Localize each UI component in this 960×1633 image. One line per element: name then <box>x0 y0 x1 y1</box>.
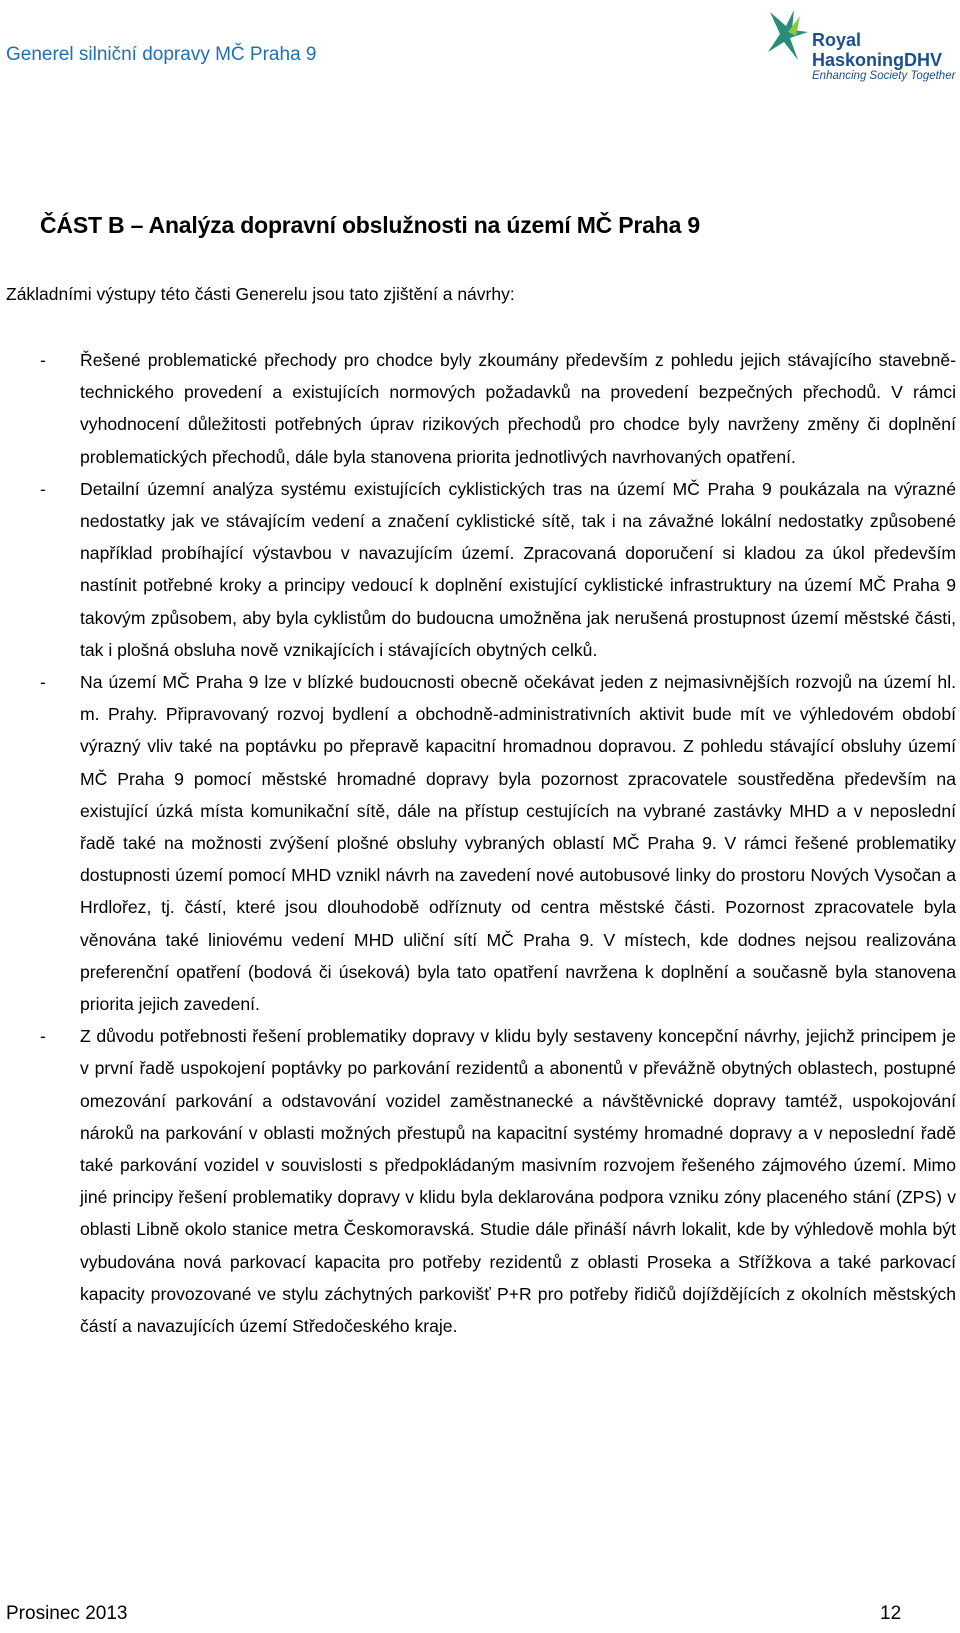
finding-text: Z důvodu potřebnosti řešení problematiky dopravy v klidu byly sestaveny koncepční návrhy, jejichž principem je v první řadě uspokojení poptávky po parkování rezidentů a abonentů v převážně obytných oblastech, postupné omezování parkování a odstavování vozidel zaměstnanecké a návštěvnické dopravy tamtéž, uspokojování nároků na parkování v oblasti možných přestupů na kapacitní systémy hromadné dopravy a v neposlední řadě také parkování vozidel v souvislosti s předpokládaným masivním rozvojem řešeného zájmového území. Mimo jiné principy řešení problematiky dopravy v klidu byla deklarována podpora vzniku zóny placeného stání (ZPS) v oblasti Libně okolo stanice metra Českomoravská. Studie dále přináší návrh lokalit, kde by výhledově mohla být vybudována nová parkovací kapacita pro potřeby rezidentů z oblasti Proseka a Střížkova a také parkovací kapacity provozované ve stylu záchytných parkovišť P+R pro potřeby řidičů dojíždějících z okolních městských částí a navazujících území Středočeského kraje. <box>80 1026 956 1337</box>
finding-text: Na území MČ Praha 9 lze v blízké budoucnosti obecně očekávat jeden z nejmasivnějších rozvojů na území hl. m. Prahy. Připravovaný rozvoj bydlení a obchodně-administrativních aktivit bude mít ve výhledovém období výrazný vliv také na poptávku po přepravě kapacitní hromadnou dopravou. Z pohledu stávající obsluhy území MČ Praha 9 pomocí městské hromadné dopravy byla pozornost zpracovatele soustředěna především na existující úzká místa komunikační sítě, dále na přístup cestujících na vybrané zastávky MHD a v neposlední řadě také na možnosti zvýšení plošné obsluhy vybraných oblastí MČ Praha 9. V rámci řešené problematiky dostupnosti území pomocí MHD vznikl návrh na zavedení nové autobusové linky do prostoru Nových Vysočan a Hrdlořez, tj. částí, které jsou dlouhodobě odříznuty od centra městské části. Pozornost zpracovatele byla věnována také liniovému vedení MHD uliční sítí MČ Praha 9. V místech, kde dodnes nejsou realizována preferenční opatření (bodová či úseková) byla tato opatření navržena k doplnění a současně byla stanovena priorita jejich zavedení. <box>80 672 956 1015</box>
bullet-marker: - <box>40 672 46 693</box>
findings-list <box>40 344 956 1342</box>
finding-item-1 <box>40 344 956 473</box>
logo-brand-line-1: Royal <box>812 30 862 50</box>
bullet-marker: - <box>40 478 46 499</box>
logo-brand-line-2: HaskoningDHV <box>812 50 943 70</box>
bullet-marker: - <box>40 1026 46 1047</box>
section-intro: Základními výstupy této části Generelu jsou tato zjištění a návrhy: <box>6 284 515 304</box>
bullet-marker: - <box>40 350 46 370</box>
finding-text: Řešené problematické přechody pro chodce byly zkoumány především z pohledu jejich stávajícího stavebně-technického provedení a existujících normových požadavků na provedení bezpečných přechodů. V rámci vyhodnocení důležitosti potřebných úprav rizikových přechodů pro chodce byly navrženy změny či doplnění problematických přechodů, dále byla stanovena priorita jednotlivých navrhovaných opatření. <box>80 350 956 467</box>
logo-brand-text <box>812 30 942 70</box>
finding-item-4 <box>40 1020 956 1342</box>
section-heading: ČÁST B – Analýza dopravní obslužnosti na území MČ Praha 9 <box>40 212 700 238</box>
running-header-title: Generel silniční dopravy MČ Praha 9 <box>6 44 317 65</box>
logo-tagline: Enhancing Society Together <box>812 70 956 82</box>
finding-item-3 <box>40 666 956 1020</box>
star-logo-icon <box>764 6 810 68</box>
footer-date: Prosinec 2013 <box>6 1603 128 1624</box>
company-logo <box>764 4 960 88</box>
finding-text: Detailní územní analýza systému existujících cyklistických tras na území MČ Praha 9 poukázala na výrazné nedostatky jak ve stávajícím vedení a značení cyklistické sítě, tak i na závažné lokální nedostatky způsobené například probíhající výstavbou v navazujícím území. Zpracovaná doporučení si kladou za úkol především nastínit potřebné kroky a principy vedoucí k doplnění existující cyklistické infrastruktury na území MČ Praha 9 takovým způsobem, aby byla cyklistům do budoucna umožněna jak nerušená prostupnost území městské části, tak i plošná obsluha nově vznikajících i stávajících obytných celků. <box>80 478 956 660</box>
page-number: 12 <box>880 1603 902 1624</box>
finding-item-2 <box>40 473 956 666</box>
